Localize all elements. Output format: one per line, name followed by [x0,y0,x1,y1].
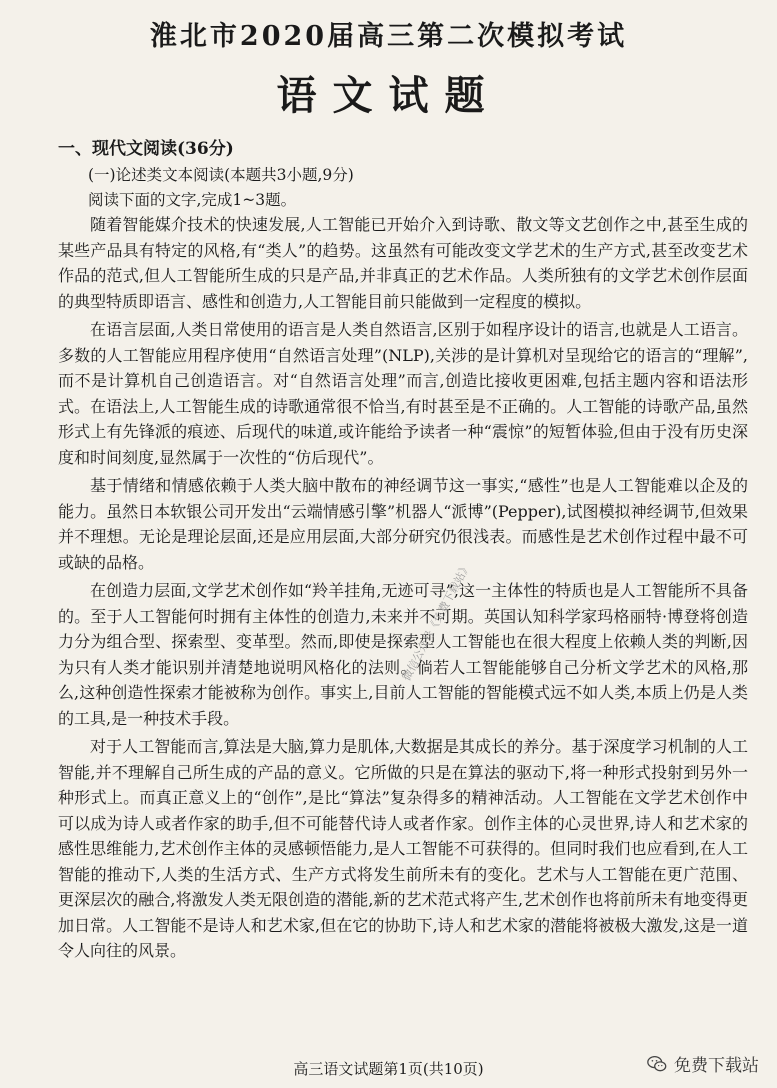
passage [58,212,748,964]
passage-paragraph: 随着智能媒介技术的快速发展,人工智能已开始介入到诗歌、散文等文艺创作之中,甚至生成的某些产品具有特定的风格,有“类人”的趋势。这虽然有可能改变文学艺术的生产方式,甚至改变艺术作品的范式,但人工智能所生成的只是产品,并非真正的艺术作品。人类所独有的文学艺术创作层面的典型特质即语言、感性和创造力,人工智能目前只能做到一定程度的模拟。 [58,215,748,311]
wechat-icon [646,1053,668,1075]
passage-paragraph: 基于情绪和情感依赖于人类大脑中散布的神经调节这一事实,“感性”也是人工智能难以企及的能力。虽然日本软银公司开发出“云端情感引擎”机器人“派博”(Pepper),试图模拟神经调节,但效果并不理想。无论是理论层面,还是应用层面,大部分研究仍很浅表。而感性是艺术创作过程中最不可或缺的品格。 [58,476,748,572]
brand-badge [646,1051,759,1076]
watermark: 微信公众号《免费下载站》 [399,560,474,684]
passage-paragraph: 对于人工智能而言,算法是大脑,算力是肌体,大数据是其成长的养分。基于深度学习机制的人工智能,并不理解自己所生成的产品的意义。它所做的只是在算法的驱动下,将一种形式投射到另外一种形式上。而真正意义上的“创作”,是比“算法”复杂得多的精神活动。人工智能在文学艺术创作中可以成为诗人或者作家的助手,但不可能替代诗人或者作家。创作主体的心灵世界,诗人和艺术家的感性思维能力,艺术创作主体的灵感顿悟能力,是人工智能不可获得的。但同时我们也应看到,在人工智能的推动下,人类的生活方式、生产方式将发生前所未有的变化。艺术与人工智能在更广范围、更深层次的融合,将激发人类无限创造的潜能,新的艺术范式将产生,艺术创作也将前所未有地变得更加日常。人工智能不是诗人和艺术家,但在它的协助下,诗人和艺术家的潜能将被极大激发,这是一道令人向往的风景。 [58,737,748,960]
brand-name: 免费下载站 [674,1056,759,1076]
subsection-heading: (一)论述类文本阅读(本题共3小题,9分) [88,166,354,184]
subject-title: 语文试题 [276,72,501,119]
passage-paragraph: 在创造力层面,文学艺术创作如“羚羊挂角,无迹可寻”,这一主体性的特质也是人工智能所不具备的。至于人工智能何时拥有主体性的创造力,未来并不可期。英国认知科学家玛格丽特·博登将创造力分为组合型、探索型、变革型。然而,即使是探索型人工智能也在很大程度上依赖人类的判断,因为只有人类才能识别并清楚地说明风格化的法则。倘若人工智能能够自己分析文学艺术的风格,那么,这种创造性探索才能被称为创作。事实上,目前人工智能的智能模式远不如人类,本质上仍是人类的工具,是一种技术手段。 [58,581,748,728]
reading-instruction: 阅读下面的文字,完成1~3题。 [88,191,297,209]
page-footer: 高三语文试题第1页(共10页) [293,1060,484,1078]
section-heading: 一、现代文阅读(36分) [58,139,234,159]
passage-paragraph: 在语言层面,人类日常使用的语言是人类自然语言,区别于如程序设计的语言,也就是人工语言。多数的人工智能应用程序使用“自然语言处理”(NLP),关涉的是计算机对呈现给它的语言的“理解”,而不是计算机自己创造语言。对“自然语言处理”而言,创造比接收更困难,包括主题内容和语法形式。在语法上,人工智能生成的诗歌通常很不恰当,有时甚至是不正确的。人工智能的诗歌产品,虽然形式上有先锋派的痕迹、后现代的味道,或许能给予读者一种“震惊”的短暂体验,但由于没有历史深度和时间刻度,显然属于一次性的“仿后现代”。 [58,320,748,467]
exam-title: 淮北市2020届高三第二次模拟考试 [149,21,628,52]
